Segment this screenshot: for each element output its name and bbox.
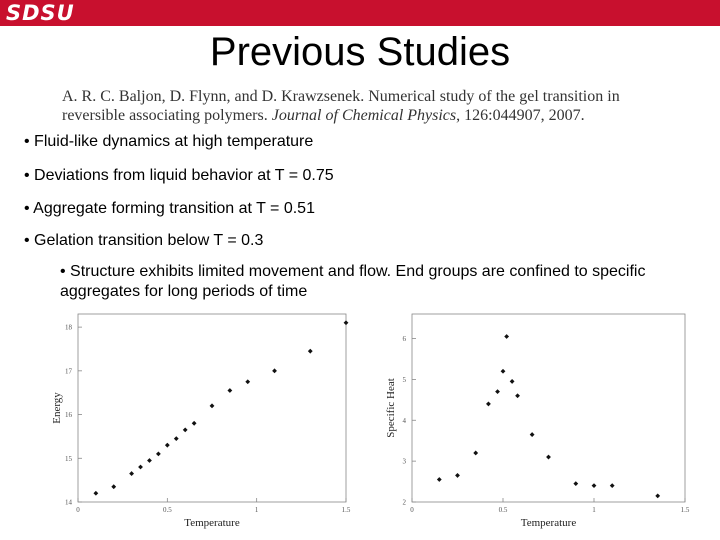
bullet-deviations: • Deviations from liquid behavior at T = 0.75 <box>24 167 334 184</box>
specific-heat-point <box>455 473 460 478</box>
citation-journal: Journal of Chemical Physics <box>271 107 457 124</box>
specific-heat-ytick-label: 2 <box>402 498 406 507</box>
specific-heat-xtick-label: 1.5 <box>680 506 690 514</box>
specific-heat-xtick-label: 1 <box>592 506 596 514</box>
specific-heat-point <box>501 369 506 374</box>
specific-heat-point <box>546 455 551 460</box>
energy-point <box>245 379 250 384</box>
citation-authors: A. R. C. Baljon, D. Flynn, and D. Krawzsenek. Numerical study of the gel transition in reversible associating polymers. <box>62 88 620 124</box>
energy-point <box>183 427 188 432</box>
specific-heat-ytick-label: 4 <box>402 416 406 425</box>
specific-heat-point <box>610 483 615 488</box>
specific-heat-ytick-label: 5 <box>402 375 406 384</box>
energy-point <box>308 349 313 354</box>
energy-point <box>210 403 215 408</box>
energy-ytick-label: 16 <box>65 411 72 420</box>
energy-ytick-label: 14 <box>65 498 72 507</box>
energy-point <box>174 436 179 441</box>
specific-heat-xlabel: Temperature <box>520 517 577 529</box>
specific-heat-frame <box>412 314 685 502</box>
bullet-fluid-like: • Fluid-like dynamics at high temperature <box>24 133 314 150</box>
specific-heat-point <box>473 451 478 456</box>
energy-point <box>111 484 116 489</box>
energy-point <box>129 471 134 476</box>
specific-heat-point <box>655 493 660 498</box>
energy-point <box>138 465 143 470</box>
energy-xtick-label: 0 <box>76 506 80 514</box>
bullet-aggregate: • Aggregate forming transition at T = 0.51 <box>24 200 315 217</box>
specific-heat-point <box>495 389 500 394</box>
slide-title: Previous Studies <box>209 30 511 74</box>
energy-point <box>156 452 161 457</box>
sub-bullet-structure: • Structure exhibits limited movement and flow. End groups are confined to specific aggregates for long periods of time <box>60 263 646 300</box>
specific-heat-point <box>530 432 535 437</box>
specific-heat-point <box>437 477 442 482</box>
bullet-gelation: • Gelation transition below T = 0.3 <box>24 232 264 249</box>
specific-heat-xtick-label: 0.5 <box>498 506 508 514</box>
energy-plot <box>48 308 358 530</box>
specific-heat-plot <box>382 308 697 530</box>
energy-point <box>165 443 170 448</box>
energy-xtick-label: 1 <box>254 506 259 514</box>
citation-ref: , 126:044907, 2007. <box>456 107 585 124</box>
specific-heat-point <box>592 483 597 488</box>
energy-xtick-label: 0.5 <box>162 506 172 514</box>
specific-heat-point <box>573 481 578 486</box>
specific-heat-point <box>515 393 520 398</box>
energy-point <box>147 458 152 463</box>
energy-ylabel: Energy <box>51 392 63 424</box>
energy-ytick-label: 15 <box>65 454 72 463</box>
specific-heat-ylabel: Specific Heat <box>385 378 397 438</box>
specific-heat-ytick-label: 6 <box>402 335 406 344</box>
energy-point <box>272 368 277 373</box>
energy-point <box>227 388 232 393</box>
energy-point <box>93 491 98 496</box>
energy-xtick-label: 1.5 <box>341 506 351 514</box>
specific-heat-xtick-label: 0 <box>410 506 414 514</box>
specific-heat-point <box>486 402 491 407</box>
energy-xlabel: Temperature <box>184 517 240 529</box>
header-bar <box>0 0 720 26</box>
sdsu-logo: SDSU <box>6 1 75 25</box>
citation <box>62 87 682 125</box>
specific-heat-ytick-label: 3 <box>402 457 406 466</box>
energy-ytick-label: 18 <box>65 323 72 332</box>
specific-heat-point <box>510 379 515 384</box>
specific-heat-point <box>504 334 509 339</box>
energy-ytick-label: 17 <box>65 367 72 376</box>
energy-point <box>344 320 349 325</box>
energy-point <box>192 421 197 426</box>
